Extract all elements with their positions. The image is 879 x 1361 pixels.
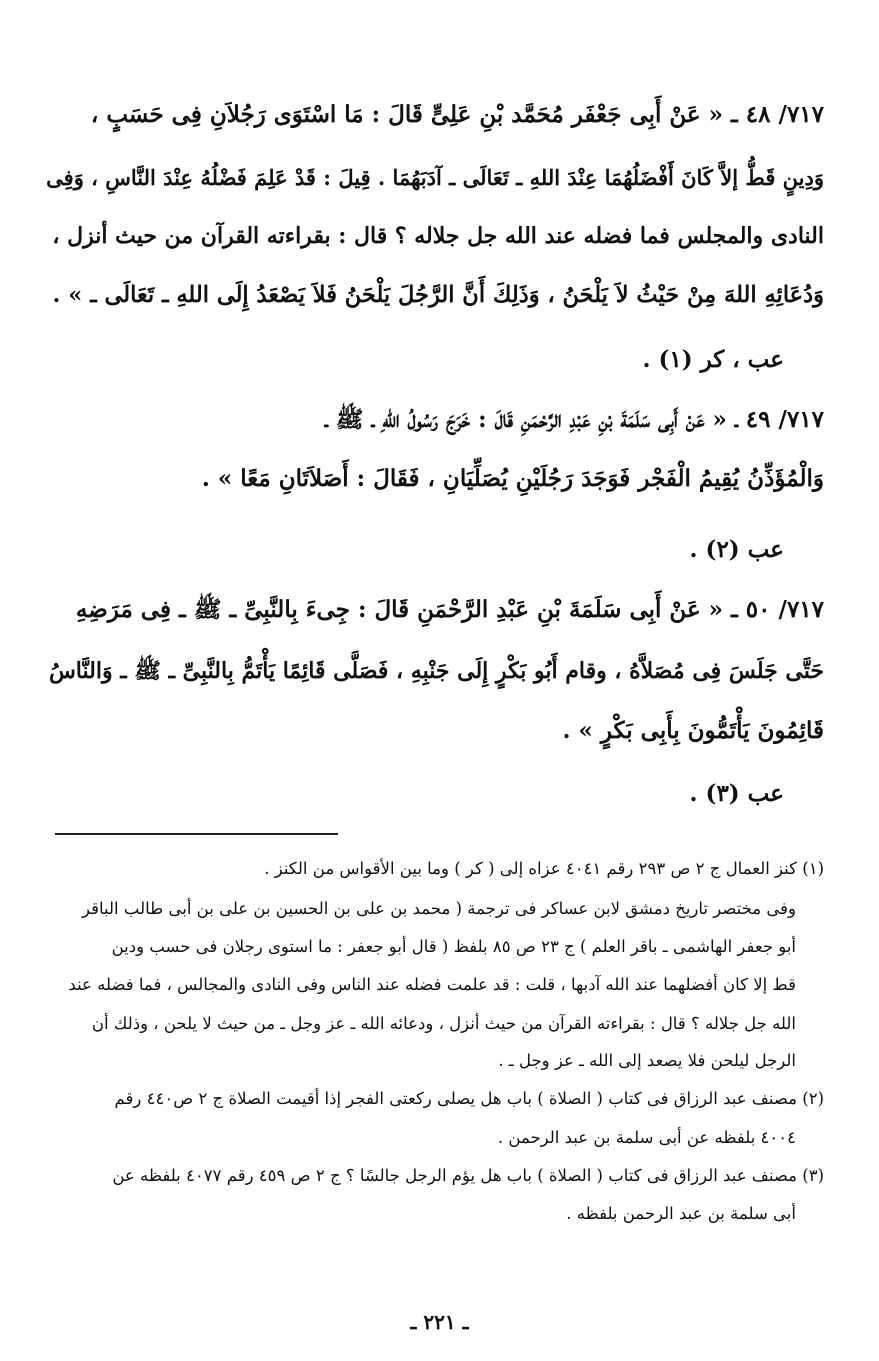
hadith-50-line-1: ٧١٧/ ٥٠ ـ « عَنْ أَبِى سَلَمَةَ بْنِ عَبْدِ الرَّحْمَنِ قَالَ : جِىءَ بِالنَّبِىِّ ـ ﷺ ـ فِى مَرَضِهِ: [75, 596, 824, 623]
hadith-49-line-1: ٧١٧/ ٤٩ ـ « عَنْ أَبِى سَلَمَةَ بْنِ عَبْدِ الرَّحْمَنِ قَالَ : خَرَجَ رَسُولُ اللهِ ـ ﷺ ـ: [324, 406, 824, 433]
footnote-2: (٢) مصنف عبد الرزاق فى كتاب ( الصلاة ) باب هل يصلى ركعتى الفجر إذا أقيمت الصلاة ج ٢ ص٤٤٠ رقم: [114, 1089, 824, 1108]
footnote-3: (٣) مصنف عبد الرزاق فى كتاب ( الصلاة ) باب هل يؤم الرجل جالسًا ؟ ج ٢ ص ٤٥٩ رقم ٤٠٧٧ بلفظه عن: [112, 1166, 824, 1185]
footnote-1-line-3: أبو جعفر الهاشمى ـ باقر العلم ) ج ٢٣ ص ٨٥ بلفظ ( قال أبو جعفر : ما استوى رجلان فى حسب ودين: [111, 937, 796, 956]
hadith-48-line-1: ٧١٧/ ٤٨ ـ « عَنْ أَبِى جَعْفَر مُحَمَّد بْنِ عَلِىٍّ قَالَ : مَا اسْتَوَى رَجُلاَنِ فِى حَسَبٍ ،: [90, 101, 824, 128]
footnote-1-line-5: الله جل جلاله ؟ قال : بقراءته القرآن من حيث أنزل ، ودعائه الله ـ عز وجل ـ من حيث لا يلحن ، وذلك أن: [91, 1014, 796, 1033]
page-number: ـ ٢٢١ ـ: [410, 1310, 469, 1334]
hadith-50-line-3: قَائِمُونَ يَأْتَمُّونَ بِأَبِى بَكْرٍ » .: [562, 717, 824, 744]
hadith-49-line-2: وَالْمُؤَذِّنُ يُقِيمُ الْفَجْر فَوَجَدَ رَجُلَيْنِ يُصَلِّيَانِ ، فَقَالَ : أَصَلاَتَانِ مَعًا » .: [201, 465, 824, 492]
hadith-49-source: عب (٢) .: [689, 536, 784, 563]
hadith-48-line-4: وَدُعَائِهِ اللهَ مِنْ حَيْثُ لاَ يَلْحَنُ ، وَذَلِكَ أَنَّ الرَّجُلَ يَلْحَنُ فَلاَ يَصْعَدُ إِلَى اللهِ ـ تَعَالَى ـ » .: [52, 282, 824, 308]
hadith-48-line-2: وَدِينٍ قَطُّ إلاَّ كَانَ أَفْضَلُهُمَا عِنْدَ اللهِ ـ تَعَالَى ـ آدَبَهُمَا . قِيلَ : قَدْ عَلِمَ فَضْلُهُ عِنْدَ النَّاسِ ، وَفِى: [46, 165, 824, 190]
footnote-1-line-4: قط إلا كان أفضلهما عند الله آدبها ، قلت : قد علمت فضله عند الناس وفى النادى والمجالس ، فما فضله عند: [68, 975, 796, 994]
hadith-48-line-3: النادى والمجلس فما فضله عند الله جل جلاله ؟ قال : بقراءته القرآن من حيث أنزل ،: [52, 223, 824, 249]
footnote-1: (١) كنز العمال ج ٢ ص ٢٩٣ رقم ٤٠٤١ عزاه إلى ( كر ) وما بين الأقواس من الكنز .: [264, 859, 824, 878]
hadith-50-source: عب (٣) .: [689, 780, 784, 807]
footnote-divider: [55, 833, 338, 835]
footnote-1-line-2: وفى مختصر تاريخ دمشق لابن عساكر فى ترجمة ( محمد بن على بن الحسين بن على بن أبى طالب الباقر: [82, 899, 796, 918]
hadith-48-source: عب ، كر (١) .: [642, 346, 784, 373]
footnote-3-line-2: أبى سلمة بن عبد الرحمن بلفظه .: [566, 1204, 796, 1223]
footnote-1-line-6: الرجل ليلحن فلا يصعد إلى الله ـ عز وجل ـ .: [498, 1051, 796, 1070]
hadith-50-line-2: حَتَّى جَلَسَ فِى مُصَلاَّهُ ، وقام أَبُو بَكْرٍ إِلَى جَنْبِهِ ، فَصَلَّى قَائِمًا يَأْتَمُّ بِالنَّبِىِّ ـ ﷺ ـ وَالنَّاسُ: [48, 658, 824, 684]
footnote-2-line-2: ٤٠٠٤ بلفظه عن أبى سلمة بن عبد الرحمن .: [497, 1128, 796, 1147]
